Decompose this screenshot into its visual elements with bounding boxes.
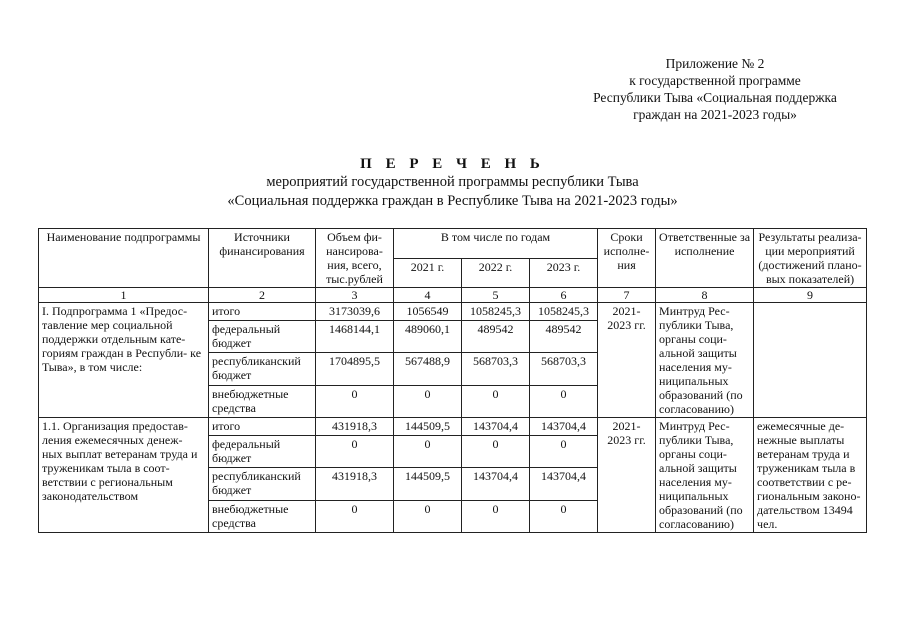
funding-source: внебюджетные средства [209, 385, 316, 417]
measures-table [38, 228, 867, 533]
appendix-line: граждан на 2021-2023 годы» [633, 107, 797, 122]
appendix-line: Приложение № 2 [665, 56, 765, 71]
header-responsible: Ответственные за исполнение [656, 229, 754, 288]
column-number: 2 [209, 288, 316, 303]
header-results: Результаты реализа- ции мероприятий (достижений плано- вых показателей) [754, 229, 867, 288]
title-line: мероприятий государственной программы республики Тыва [266, 174, 639, 190]
year-value: 0 [462, 500, 530, 532]
column-number: 8 [656, 288, 754, 303]
funding-source: федеральный бюджет [209, 435, 316, 467]
year-value: 144509,5 [394, 468, 462, 500]
year-value: 0 [530, 500, 598, 532]
results-cell: ежемесячные де- нежные выплаты ветеранам труда и труженикам тыла в соответствии с ре- гиональным законо- дательством 13494 чел. [754, 418, 867, 533]
funding-source: республиканский бюджет [209, 353, 316, 385]
funding-source: федеральный бюджет [209, 320, 316, 352]
year-value: 1058245,3 [530, 303, 598, 321]
table-row [39, 303, 867, 321]
program-name: I. Подпрограмма 1 «Предос- тавление мер социальной поддержки отдельным кате- гориям граждан в Республи- ке Тыва», в том числе: [39, 303, 209, 418]
results-cell [754, 303, 867, 418]
year-value: 143704,4 [462, 418, 530, 436]
funding-source: итого [209, 303, 316, 321]
column-number: 1 [39, 288, 209, 303]
total-value: 1468144,1 [316, 320, 394, 352]
year-value: 1058245,3 [462, 303, 530, 321]
column-number: 7 [598, 288, 656, 303]
funding-source: республиканский бюджет [209, 468, 316, 500]
total-value: 431918,3 [316, 468, 394, 500]
table-row [39, 418, 867, 436]
year-value: 0 [394, 500, 462, 532]
total-value: 1704895,5 [316, 353, 394, 385]
header-sources: Источники финансирования [209, 229, 316, 288]
year-value: 489060,1 [394, 320, 462, 352]
title-heading: П Е Р Е Ч Е Н Ь [360, 156, 545, 172]
header-year: 2021 г. [394, 258, 462, 288]
year-value: 144509,5 [394, 418, 462, 436]
column-number-row [39, 288, 867, 303]
year-value: 489542 [462, 320, 530, 352]
year-value: 1056549 [394, 303, 462, 321]
header-year: 2023 г. [530, 258, 598, 288]
column-number: 4 [394, 288, 462, 303]
year-value: 0 [530, 435, 598, 467]
column-number: 6 [530, 288, 598, 303]
year-value: 0 [530, 385, 598, 417]
year-value: 143704,4 [462, 468, 530, 500]
year-value: 0 [394, 435, 462, 467]
column-number: 3 [316, 288, 394, 303]
responsible-cell: Минтруд Рес- публики Тыва, органы соци- альной защиты населения му- ниципальных образований (по согласованию) [656, 418, 754, 533]
terms-cell: 2021- 2023 гг. [598, 418, 656, 533]
year-value: 0 [462, 385, 530, 417]
total-value: 431918,3 [316, 418, 394, 436]
document-title [0, 155, 905, 211]
program-name: 1.1. Организация предостав- ления ежемесячных денеж- ных выплат ветеранам труда и труженикам тыла в соот- ветствии с региональным законодательством [39, 418, 209, 533]
year-value: 143704,4 [530, 468, 598, 500]
year-value: 143704,4 [530, 418, 598, 436]
header-terms: Сроки исполне- ния [598, 229, 656, 288]
funding-source: внебюджетные средства [209, 500, 316, 532]
responsible-cell: Минтруд Рес- публики Тыва, органы соци- альной защиты населения му- ниципальных образований (по согласованию) [656, 303, 754, 418]
header-volume: Объем фи- нансирова- ния, всего, тыс.рублей [316, 229, 394, 288]
year-value: 568703,3 [530, 353, 598, 385]
header-by-years: В том числе по годам [394, 229, 598, 259]
appendix-line: к государственной программе [629, 73, 801, 88]
total-value: 0 [316, 435, 394, 467]
title-line: «Социальная поддержка граждан в Республике Тыва на 2021-2023 годы» [227, 193, 678, 209]
terms-cell: 2021- 2023 гг. [598, 303, 656, 418]
column-number: 9 [754, 288, 867, 303]
year-value: 0 [394, 385, 462, 417]
year-value: 567488,9 [394, 353, 462, 385]
header-year: 2022 г. [462, 258, 530, 288]
appendix-caption [560, 55, 870, 123]
total-value: 0 [316, 500, 394, 532]
header-name: Наименование подпрограммы [39, 229, 209, 288]
year-value: 489542 [530, 320, 598, 352]
year-value: 568703,3 [462, 353, 530, 385]
total-value: 0 [316, 385, 394, 417]
appendix-line: Республики Тыва «Социальная поддержка [593, 90, 837, 105]
total-value: 3173039,6 [316, 303, 394, 321]
year-value: 0 [462, 435, 530, 467]
funding-source: итого [209, 418, 316, 436]
column-number: 5 [462, 288, 530, 303]
